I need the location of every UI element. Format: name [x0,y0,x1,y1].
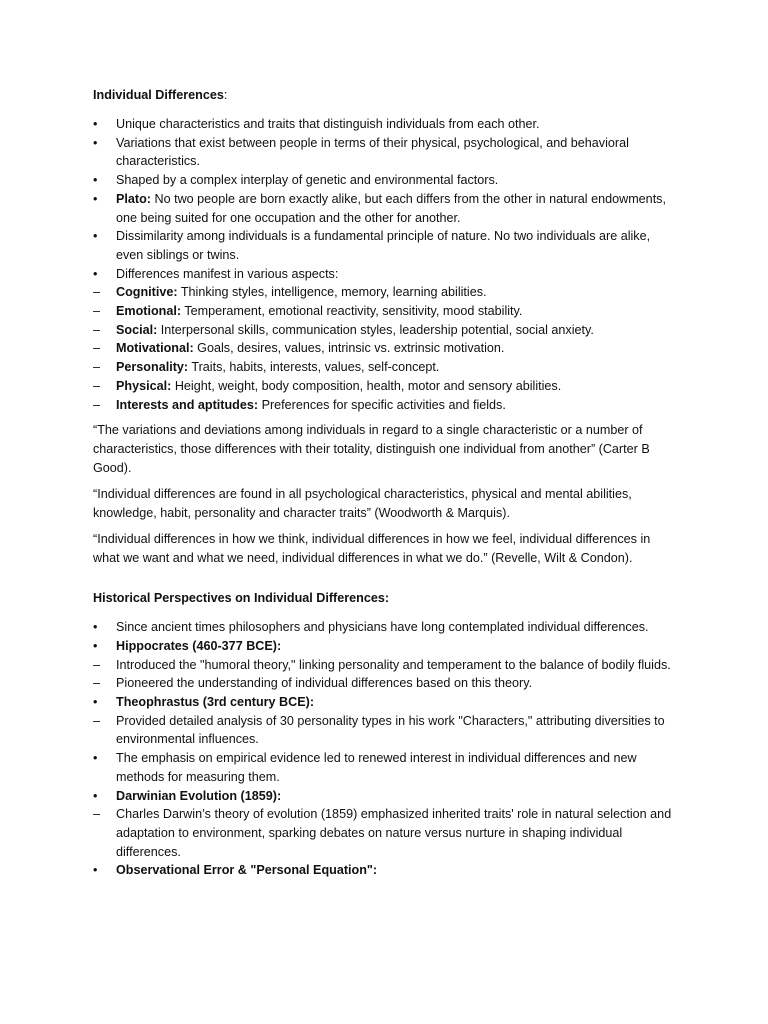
list-item [93,283,678,302]
quote-carter-good: “The variations and deviations among individuals in regard to a single characteristic or a number of characteristics, those differences with their totality, distinguish one individual from another” (Carter B Good). [93,423,650,476]
item-text: Goals, desires, values, intrinsic vs. extrinsic motivation. [197,341,505,356]
list-item [93,265,678,284]
list-item [93,618,678,637]
item-lead: Interests and aptitudes: [116,397,259,412]
list-marker: • [93,620,98,635]
list-marker: – [93,807,101,822]
list-item [93,358,678,377]
list-marker: – [93,304,101,319]
item-text: Introduced the "humoral theory," linking personality and temperament to the balance of bodily fluids. [116,657,671,672]
list-marker: – [93,341,101,356]
list-marker: • [93,788,98,803]
item-text: The emphasis on empirical evidence led to renewed interest in individual differences and new methods for measuring them. [116,751,637,784]
item-text: No two people are born exactly alike, but each differs from the other in natural endowments, one being suited for one occupation and the other for another. [116,191,666,225]
list-marker: • [93,117,98,131]
item-lead: Hippocrates (460-377 BCE): [116,638,282,653]
list-marker: • [93,695,98,710]
list-item [93,693,678,712]
list-item [93,377,678,396]
item-text: Charles Darwin’s theory of evolution (1859) emphasized inherited traits' role in natural selection and adaptation to environment, sparking debates on nature versus nurture in shaping individual differences. [116,807,672,859]
list-marker: • [93,135,98,150]
list-item [93,302,678,321]
item-text: Height, weight, body composition, health, motor and sensory abilities. [174,378,562,393]
list-item [93,674,678,693]
item-text: Unique characteristics and traits that distinguish individuals from each other. [116,117,540,131]
list-item [93,115,678,134]
item-lead: Motivational: [116,341,194,356]
list-item [93,749,678,786]
item-lead: Darwinian Evolution (1859): [116,788,282,803]
list-item [93,805,678,861]
list-item [93,321,678,340]
item-lead: Plato: [116,191,151,206]
list-item [93,339,678,358]
list-item [93,190,678,227]
list-item [93,134,678,171]
list-marker: • [93,863,98,878]
list-marker: – [93,676,101,691]
list-marker: – [93,657,101,672]
list-item [93,656,678,675]
list-item [93,171,678,190]
list-marker: – [93,322,101,337]
historical-perspectives-list [93,618,678,880]
item-lead: Emotional: [116,304,182,319]
section-heading-historical-perspectives: Historical Perspectives on Individual Differences: [93,591,390,606]
item-text: Since ancient times philosophers and physicians have long contemplated individual differences. [116,620,649,635]
item-text: Pioneered the understanding of individual differences based on this theory. [116,676,533,691]
list-marker: • [93,173,98,188]
list-marker: – [93,360,101,375]
item-text: Dissimilarity among individuals is a fundamental principle of nature. No two individuals are alike, even siblings or twins. [116,229,651,262]
list-marker: – [93,713,101,728]
item-text: Shaped by a complex interplay of genetic and environmental factors. [116,173,499,188]
quote-revelle-wilt-condon: “Individual differences in how we think, individual differences in how we feel, individual differences in what we want and what we need, individual differences in what we do.” (Revelle, Wilt & Condon). [93,532,651,566]
item-lead: Physical: [116,378,172,393]
individual-differences-list [93,115,678,414]
list-marker: • [93,229,98,244]
item-text: Variations that exist between people in terms of their physical, psychological, and behavioral characteristics. [116,135,629,169]
list-item [93,712,678,749]
item-text: Differences manifest in various aspects: [116,266,339,281]
list-marker: • [93,751,98,766]
item-lead: Social: [116,322,158,337]
list-item [93,396,678,415]
item-text: Preferences for specific activities and fields. [261,397,506,412]
item-text: Traits, habits, interests, values, self-concept. [191,360,440,375]
list-marker: – [93,378,101,393]
list-item [93,787,678,806]
item-text: Temperament, emotional reactivity, sensitivity, mood stability. [184,304,523,319]
item-lead: Personality: [116,360,189,375]
list-marker: – [93,285,101,300]
section-heading-individual-differences [93,86,678,105]
heading-text: Individual Differences [93,88,224,102]
item-lead: Theophrastus (3rd century BCE): [116,695,315,710]
quote-woodworth-marquis: “Individual differences are found in all psychological characteristics, physical and mental abilities, knowledge, habit, personality and character traits” (Woodworth & Marquis). [93,487,632,521]
list-marker: • [93,638,98,653]
item-text: Provided detailed analysis of 30 personality types in his work "Characters," attributing diversities to environmental influences. [116,713,665,747]
item-lead: Cognitive: [116,285,178,300]
heading-colon: : [223,88,228,102]
list-marker: • [93,266,98,281]
item-text: Interpersonal skills, communication styles, leadership potential, social anxiety. [160,322,594,337]
list-item [93,861,678,880]
list-marker: – [93,397,101,412]
list-marker: • [93,191,98,206]
list-item [93,227,678,264]
list-item [93,637,678,656]
item-text: Thinking styles, intelligence, memory, learning abilities. [180,285,487,300]
item-lead: Observational Error & "Personal Equation": [116,863,378,878]
